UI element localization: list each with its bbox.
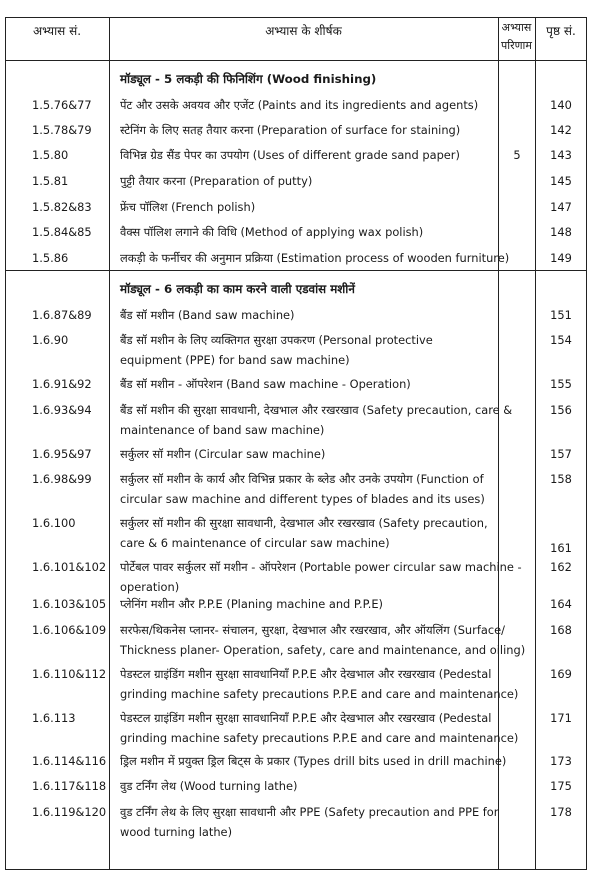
exercise-title: बैंड सॉ मशीन - ऑपरेशन (Band saw machine - Operation) [120, 377, 411, 391]
header-exercise-title: अभ्यास के शीर्षक [265, 24, 342, 38]
exercise-title: प्लेनिंग मशीन और P.P.E (Planing machine and P.P.E) [120, 597, 383, 611]
exercise-title: सर्कुलर सॉ मशीन के कार्य और विभिन्न प्रकार के ब्लेड और उनके उपयोग (Function of [120, 472, 484, 486]
exercise-title: विभिन्न ग्रेड सैंड पेपर का उपयोग (Uses of different grade sand paper) [120, 148, 460, 162]
exercise-number: 1.5.84&85 [32, 225, 92, 239]
header-exercise-number: अभ्यास सं. [32, 24, 82, 38]
exercise-number: 1.6.91&92 [32, 377, 92, 391]
page-number: 158 [550, 472, 572, 486]
exercise-result: 5 [513, 148, 521, 162]
exercise-number: 1.6.93&94 [32, 403, 92, 417]
exercise-title: पेडस्टल ग्राइंडिंग मशीन सुरक्षा सावधानियाँ P.P.E और देखभाल और रखरखाव (Pedestal [120, 711, 492, 725]
exercise-number: 1.6.110&112 [32, 667, 107, 681]
exercise-title: operation) [120, 580, 180, 594]
exercise-title: सर्कुलर सॉ मशीन की सुरक्षा सावधानी, देखभाल और रखरखाव (Safety precaution, [120, 516, 488, 530]
exercise-title: grinding machine safety precautions P.P.E and care and maintenance) [120, 731, 519, 745]
exercise-number: 1.6.100 [32, 516, 76, 530]
exercise-number: 1.6.98&99 [32, 472, 92, 486]
exercise-title: ड्रिल मशीन में प्रयुक्त ड्रिल बिट्स के प्रकार (Types drill bits used in drill machine) [120, 754, 507, 768]
page-number: 168 [550, 623, 572, 637]
column-divider [109, 17, 110, 870]
page-number: 178 [550, 805, 572, 819]
page-number: 143 [550, 148, 572, 162]
exercise-title: वुड टर्निंग लेथ (Wood turning lathe) [120, 779, 298, 793]
exercise-number: 1.5.78&79 [32, 123, 92, 137]
page-number: 164 [550, 597, 572, 611]
exercise-title: equipment (PPE) for band saw machine) [120, 353, 350, 367]
exercise-title: बैंड सॉ मशीन के लिए व्यक्तिगत सुरक्षा उपकरण (Personal protective [120, 333, 433, 347]
header-result-line2: परिणाम [501, 39, 532, 52]
exercise-number: 1.5.80 [32, 148, 69, 162]
header-divider [5, 60, 587, 61]
exercise-title: wood turning lathe) [120, 825, 233, 839]
page-number: 162 [550, 560, 572, 574]
page-number: 169 [550, 667, 572, 681]
exercise-number: 1.6.113 [32, 711, 76, 725]
exercise-title: फ्रेंच पॉलिश (French polish) [120, 200, 256, 214]
exercise-title: वैक्स पॉलिश लगाने की विधि (Method of applying wax polish) [120, 225, 424, 239]
exercise-number: 1.6.90 [32, 333, 69, 347]
exercise-title: बैंड सॉ मशीन की सुरक्षा सावधानी, देखभाल और रखरखाव (Safety precaution, care & [120, 403, 513, 417]
exercise-number: 1.6.117&118 [32, 779, 107, 793]
page-number: 151 [550, 308, 572, 322]
page-number: 148 [550, 225, 572, 239]
page-number: 155 [550, 377, 572, 391]
exercise-title: सरफेस/थिकनेस प्लानर- संचालन, सुरक्षा, देखभाल और रखरखाव, और ऑयलिंग (Surface/ [120, 623, 505, 637]
page-number: 149 [550, 251, 572, 265]
exercise-number: 1.6.87&89 [32, 308, 92, 322]
exercise-title: care & 6 maintenance of circular saw machine) [120, 536, 390, 550]
exercise-number: 1.5.76&77 [32, 98, 92, 112]
page-number: 157 [550, 447, 572, 461]
exercise-title: पोर्टेबल पावर सर्कुलर सॉ मशीन - ऑपरेशन (Portable power circular saw machine - [120, 560, 522, 574]
page-number: 173 [550, 754, 572, 768]
exercise-number: 1.6.101&102 [32, 560, 107, 574]
header-page-number: पृष्ठ सं. [546, 24, 576, 38]
module-5-heading: मॉड्यूल - 5 लकड़ी की फिनिशिंग (Wood finishing) [120, 72, 377, 86]
exercise-title: पुट्टी तैयार करना (Preparation of putty) [120, 174, 313, 188]
exercise-number: 1.5.82&83 [32, 200, 92, 214]
exercise-title: स्टेनिंग के लिए सतह तैयार करना (Preparation of surface for staining) [120, 123, 461, 137]
page-number: 147 [550, 200, 572, 214]
header-result-line1: अभ्यास [501, 21, 532, 34]
exercise-title: Thickness planer- Operation, safety, care and maintenance, and oiling) [120, 643, 526, 657]
exercise-title: grinding machine safety precautions P.P.E and care and maintenance) [120, 687, 519, 701]
page-number: 140 [550, 98, 572, 112]
exercise-title: बैंड सॉ मशीन (Band saw machine) [120, 308, 295, 322]
exercise-title: पेडस्टल ग्राइंडिंग मशीन सुरक्षा सावधानियाँ P.P.E और देखभाल और रखरखाव (Pedestal [120, 667, 492, 681]
page-number: 145 [550, 174, 572, 188]
exercise-number: 1.6.106&109 [32, 623, 107, 637]
page-number: 154 [550, 333, 572, 347]
exercise-number: 1.5.86 [32, 251, 69, 265]
column-divider [535, 17, 536, 870]
exercise-title: वुड टर्निंग लेथ के लिए सुरक्षा सावधानी और PPE (Safety precaution and PPE for [120, 805, 499, 819]
exercise-title: circular saw machine and different types of blades and its uses) [120, 492, 485, 506]
page-number: 156 [550, 403, 572, 417]
exercise-number: 1.5.81 [32, 174, 69, 188]
page-number: 171 [550, 711, 572, 725]
exercise-title: सर्कुलर सॉ मशीन (Circular saw machine) [120, 447, 326, 461]
module-6-heading: मॉड्यूल - 6 लकड़ी का काम करने वाली एडवांस मशीनें [120, 282, 355, 296]
exercise-title: पेंट और उसके अवयव और एजेंट (Paints and its ingredients and agents) [120, 98, 479, 112]
module-divider [5, 270, 587, 271]
page-number: 175 [550, 779, 572, 793]
exercise-title: maintenance of band saw machine) [120, 423, 325, 437]
exercise-number: 1.6.119&120 [32, 805, 107, 819]
page-number: 161 [550, 541, 572, 555]
exercise-number: 1.6.103&105 [32, 597, 107, 611]
page-number: 142 [550, 123, 572, 137]
exercise-number: 1.6.114&116 [32, 754, 107, 768]
exercise-number: 1.6.95&97 [32, 447, 92, 461]
exercise-title: लकड़ी के फर्नीचर की अनुमान प्रक्रिया (Estimation process of wooden furniture) [120, 251, 510, 265]
